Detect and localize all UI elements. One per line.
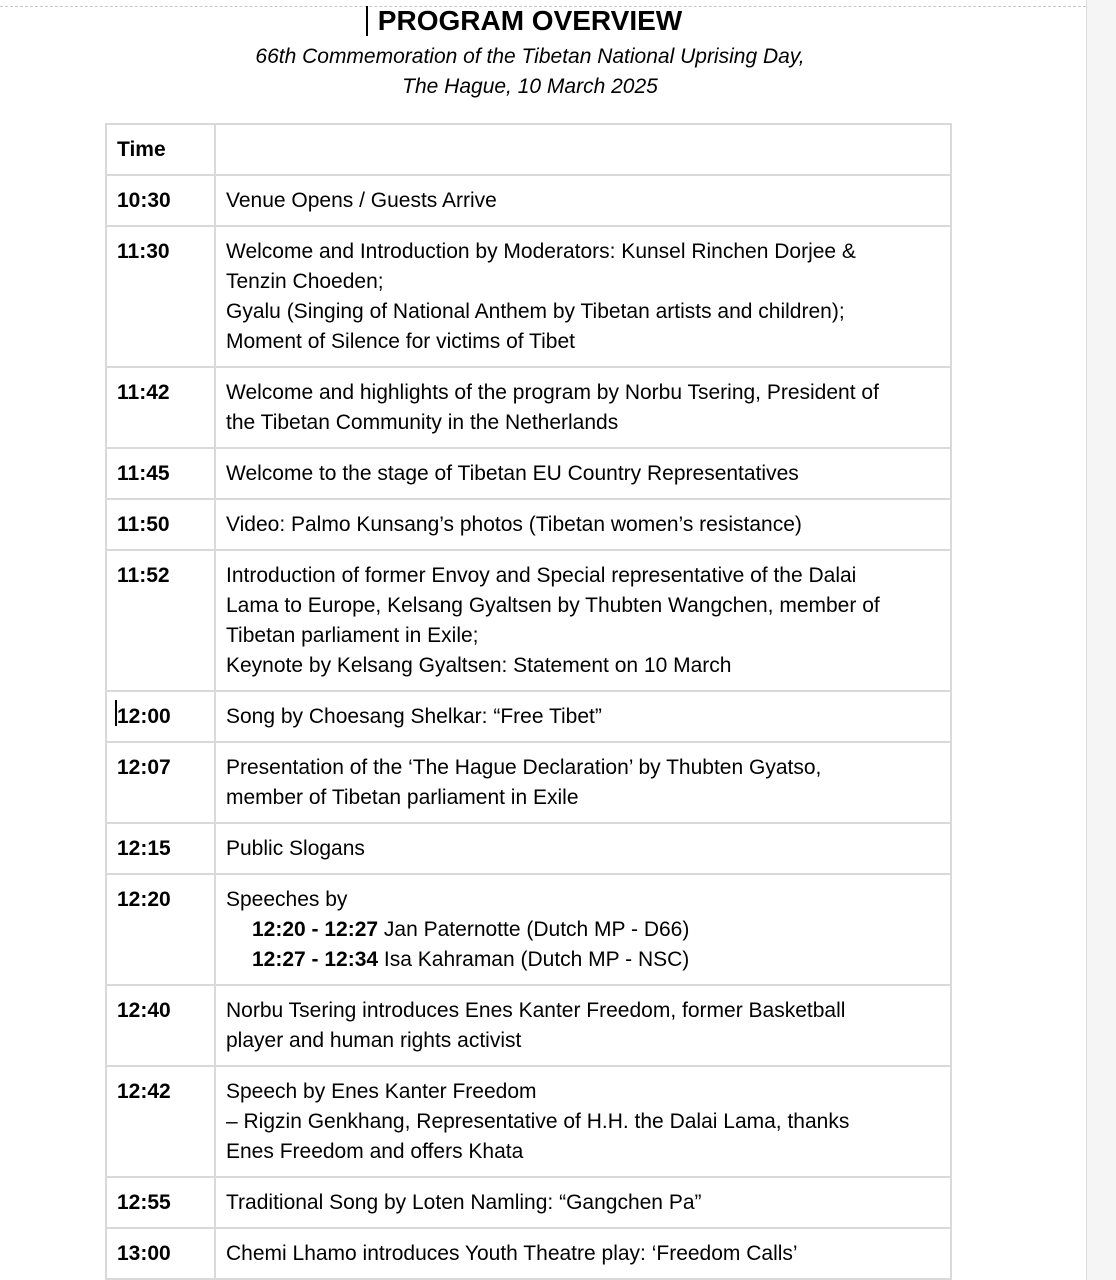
description-line: – Rigzin Genkhang, Representative of H.H. the Dalai Lama, thanks [226, 1110, 850, 1133]
description-line: Tenzin Choeden; [226, 270, 384, 293]
description-column-header[interactable] [215, 124, 951, 175]
description-line: Public Slogans [226, 837, 365, 860]
time-cell[interactable]: 11:42 [106, 367, 215, 448]
description-line: Welcome and Introduction by Moderators: Kunsel Rinchen Dorjee & [226, 240, 856, 263]
time-cell[interactable]: 11:52 [106, 550, 215, 691]
description-cell[interactable] [215, 823, 951, 874]
table-row [106, 691, 951, 742]
description-cell[interactable] [215, 1177, 951, 1228]
speaker-name: Jan Paternotte (Dutch MP - D66) [378, 918, 690, 941]
table-header-row [106, 124, 951, 175]
table-row [106, 1228, 951, 1279]
table-row [106, 1066, 951, 1177]
description-line: Song by Choesang Shelkar: “Free Tibet” [226, 705, 602, 728]
description-line: Lama to Europe, Kelsang Gyaltsen by Thubten Wangchen, member of [226, 594, 880, 617]
description-cell[interactable] [215, 499, 951, 550]
time-cell[interactable]: 11:50 [106, 499, 215, 550]
description-line: Venue Opens / Guests Arrive [226, 189, 497, 212]
table-row [106, 823, 951, 874]
description-line: Keynote by Kelsang Gyaltsen: Statement on 10 March [226, 654, 732, 677]
description-line: Enes Freedom and offers Khata [226, 1140, 524, 1163]
time-column-header[interactable]: Time [106, 124, 215, 175]
description-cell[interactable] [215, 1228, 951, 1279]
description-line: member of Tibetan parliament in Exile [226, 786, 579, 809]
description-line: Gyalu (Singing of National Anthem by Tibetan artists and children); [226, 300, 845, 323]
time-cell[interactable]: 13:00 [106, 1228, 215, 1279]
table-row [106, 985, 951, 1066]
speaker-name: Isa Kahraman (Dutch MP - NSC) [378, 948, 690, 971]
table-text-cursor [115, 700, 117, 726]
description-cell[interactable] [215, 874, 951, 985]
document-scroll-gutter[interactable] [1086, 0, 1116, 1280]
table-row [106, 448, 951, 499]
speaker-time-slot: 12:27 - 12:34 [252, 948, 379, 971]
description-line: Norbu Tsering introduces Enes Kanter Freedom, former Basketball [226, 999, 846, 1022]
table-row [106, 742, 951, 823]
description-cell[interactable] [215, 226, 951, 367]
description-line: Presentation of the ‘The Hague Declaration’ by Thubten Gyatso, [226, 756, 822, 779]
description-line: Welcome to the stage of Tibetan EU Country Representatives [226, 462, 799, 485]
time-cell[interactable]: 11:45 [106, 448, 215, 499]
description-line: Moment of Silence for victims of Tibet [226, 330, 575, 353]
description-line: Introduction of former Envoy and Special representative of the Dalai [226, 564, 857, 587]
time-cell[interactable]: 12:00 [106, 691, 215, 742]
description-line: Traditional Song by Loten Namling: “Gangchen Pa” [226, 1191, 702, 1214]
time-cell[interactable]: 12:42 [106, 1066, 215, 1177]
table-row [106, 550, 951, 691]
table-row [106, 874, 951, 985]
description-cell[interactable] [215, 985, 951, 1066]
time-cell[interactable]: 10:30 [106, 175, 215, 226]
description-line: Tibetan parliament in Exile; [226, 624, 479, 647]
table-row [106, 367, 951, 448]
description-line: Welcome and highlights of the program by Norbu Tsering, President of [226, 381, 879, 404]
table-row [106, 226, 951, 367]
description-cell[interactable] [215, 448, 951, 499]
time-cell[interactable]: 12:07 [106, 742, 215, 823]
speaker-line [226, 915, 940, 945]
time-cell[interactable]: 12:40 [106, 985, 215, 1066]
program-table [105, 123, 952, 1280]
subtitle-line: 66th Commemoration of the Tibetan National Uprising Day, [255, 45, 805, 68]
table-row [106, 1177, 951, 1228]
description-line: Video: Palmo Kunsang’s photos (Tibetan women’s resistance) [226, 513, 802, 536]
description-cell[interactable] [215, 742, 951, 823]
time-cell[interactable]: 12:20 [106, 874, 215, 985]
subtitle-line: The Hague, 10 March 2025 [402, 75, 658, 98]
description-line: Chemi Lhamo introduces Youth Theatre play: ‘Freedom Calls’ [226, 1242, 798, 1265]
description-cell[interactable] [215, 175, 951, 226]
time-cell[interactable]: 12:15 [106, 823, 215, 874]
speaker-time-slot: 12:20 - 12:27 [252, 918, 379, 941]
description-cell[interactable] [215, 691, 951, 742]
text-cursor [366, 6, 368, 36]
page-title: PROGRAM OVERVIEW [377, 5, 683, 36]
time-cell[interactable]: 11:30 [106, 226, 215, 367]
speaker-line [226, 945, 940, 975]
page-subtitle [0, 42, 1060, 102]
description-cell[interactable] [215, 550, 951, 691]
description-line: Speeches by [226, 888, 348, 911]
table-row [106, 175, 951, 226]
description-cell[interactable] [215, 367, 951, 448]
description-line: Speech by Enes Kanter Freedom [226, 1080, 537, 1103]
description-line: player and human rights activist [226, 1029, 522, 1052]
description-cell[interactable] [215, 1066, 951, 1177]
table-row [106, 499, 951, 550]
time-cell[interactable]: 12:55 [106, 1177, 215, 1228]
description-line: the Tibetan Community in the Netherlands [226, 411, 619, 434]
